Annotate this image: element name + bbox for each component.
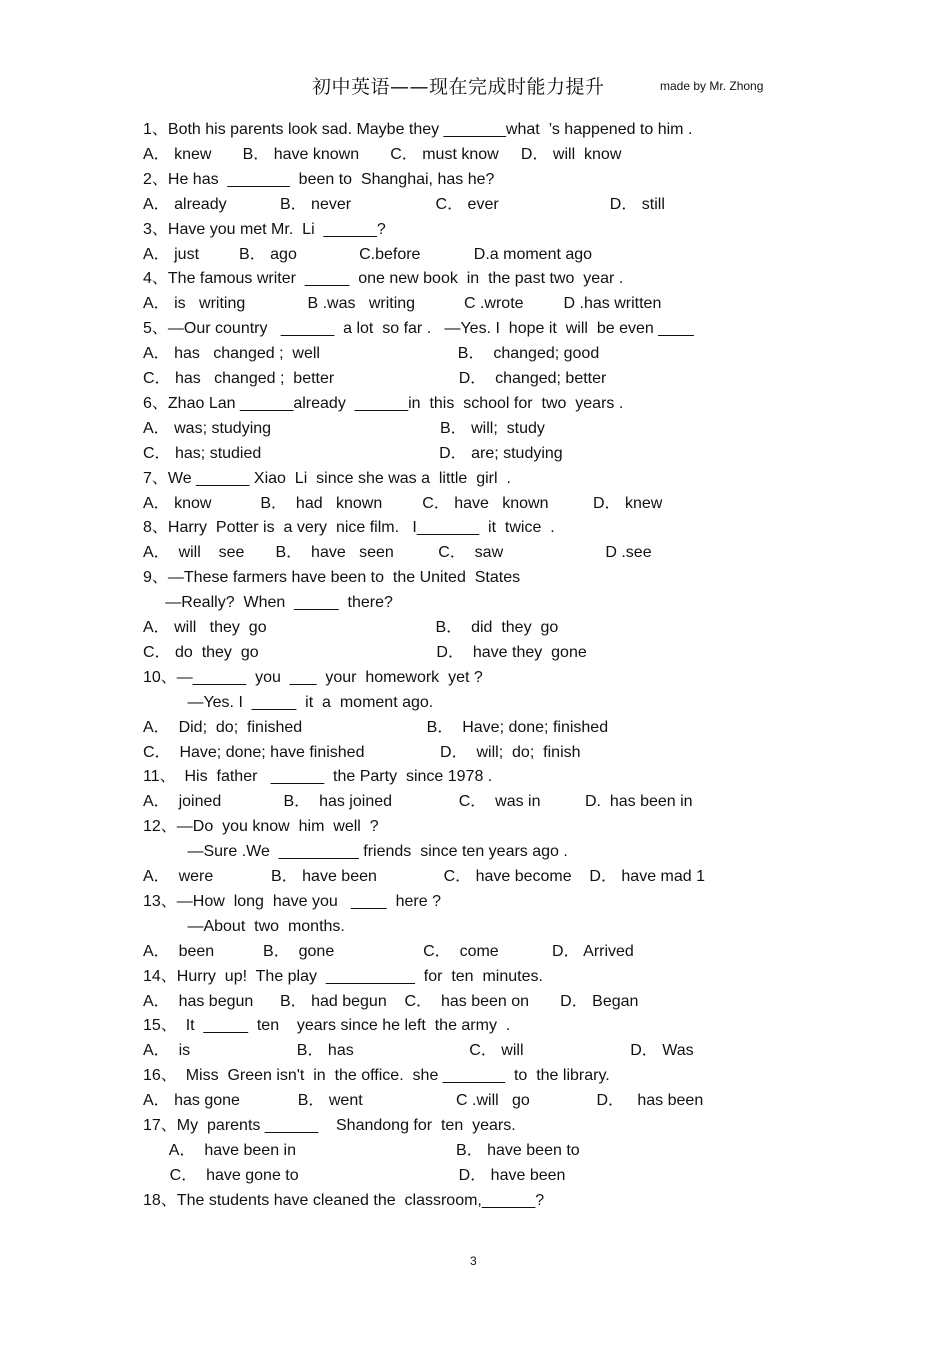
answer-options: C． has changed ; better D． changed; better (143, 370, 607, 387)
answer-options: C． Have; done; have finished D． will; do; finish (143, 743, 581, 761)
answer-options: A． has begun B． had begun C． has been on D． Began (143, 992, 639, 1010)
answer-options: C． have gone to D． have been (143, 1166, 566, 1184)
question-stem: 6、Zhao Lan ______already ______in this school for two years . (143, 394, 624, 412)
answer-options: A． was; studying B． will; study (143, 419, 545, 437)
question-stem: 12、—Do you know him well ? (143, 818, 379, 836)
question-stem: 3、Have you met Mr. Li ______? (143, 220, 386, 238)
question-stem: 13、—How long have you ____ here ? (143, 892, 441, 910)
question-stem: 14、Hurry up! The play __________ for ten minutes. (143, 967, 543, 985)
question-stem: 2、He has _______ been to Shanghai, has he? (143, 170, 495, 188)
author-credit: made by Mr. Zhong (660, 79, 764, 93)
answer-options: A． will they go B． did they go (143, 619, 559, 636)
answer-options: —Sure .We _________ friends since ten years ago . (143, 843, 568, 861)
answer-options: A． knew B． have known C． must know D． will know (143, 145, 622, 163)
question-stem: 16、 Miss Green isn't in the office. she _______ to the library. (143, 1067, 610, 1085)
answer-options: A． Did; do; finished B． Have; done; finished (143, 718, 609, 736)
question-stem: 17、My parents ______ Shandong for ten years. (143, 1117, 516, 1134)
answer-options: A． just B． ago C.before D.a moment ago (143, 245, 593, 263)
answer-options: A． have been in B． have been to (143, 1141, 580, 1159)
question-stem: 1、Both his parents look sad. Maybe they _______what ’s happened to him . (143, 121, 693, 138)
page-number: 3 (470, 1254, 477, 1268)
answer-options: A． already B． never C． ever D． still (143, 195, 665, 213)
answer-options: A． has changed ; well B． changed; good (143, 345, 600, 363)
question-stem: 18、The students have cleaned the classroom,______? (143, 1191, 545, 1209)
page-title: 初中英语——现在完成时能力提升 (312, 76, 605, 98)
answer-options: A． were B． have been C． have become D． have mad 1 (143, 868, 706, 885)
answer-options: A． know B． had known C． have known D． knew (143, 494, 663, 512)
answer-options: A． is B． has C． will D． Was (143, 1042, 694, 1060)
page-header (0, 72, 950, 102)
question-stem: 8、Harry Potter is a very nice film. I_______ it twice . (143, 519, 555, 537)
question-stem: 9、—These farmers have been to the United States (143, 569, 521, 587)
question-stem: 5、—Our country ______ a lot so far . —Yes. I hope it will be even ____ (143, 320, 694, 338)
answer-options: A． been B． gone C． come D． Arrived (143, 942, 634, 960)
question-stem: 11、 His father ______ the Party since 1978 . (143, 768, 493, 786)
answer-options: C． do they go D． have they gone (143, 643, 587, 661)
question-stem: 4、The famous writer _____ one new book in the past two year . (143, 270, 624, 288)
answer-options: —About two months. (143, 917, 345, 935)
question-stem: 7、We ______ Xiao Li since she was a little girl . (143, 469, 511, 487)
answer-options: —Yes. I _____ it a moment ago. (143, 693, 434, 711)
question-stem: 10、—______ you ___ your homework yet ? (143, 668, 483, 686)
answer-options: —Really? When _____ there? (143, 594, 393, 612)
answer-options: A． will see B． have seen C． saw D .see (143, 544, 652, 562)
answer-options: A． is writing B .was writing C .wrote D .has written (143, 295, 662, 313)
question-stem: 15、 It _____ ten years since he left the army . (143, 1017, 511, 1035)
answer-options: C． has; studied D． are; studying (143, 444, 563, 462)
answer-options: A． has gone B． went C .will go D． has been (143, 1092, 704, 1110)
answer-options: A． joined B． has joined C． was in D. has been in (143, 793, 693, 811)
